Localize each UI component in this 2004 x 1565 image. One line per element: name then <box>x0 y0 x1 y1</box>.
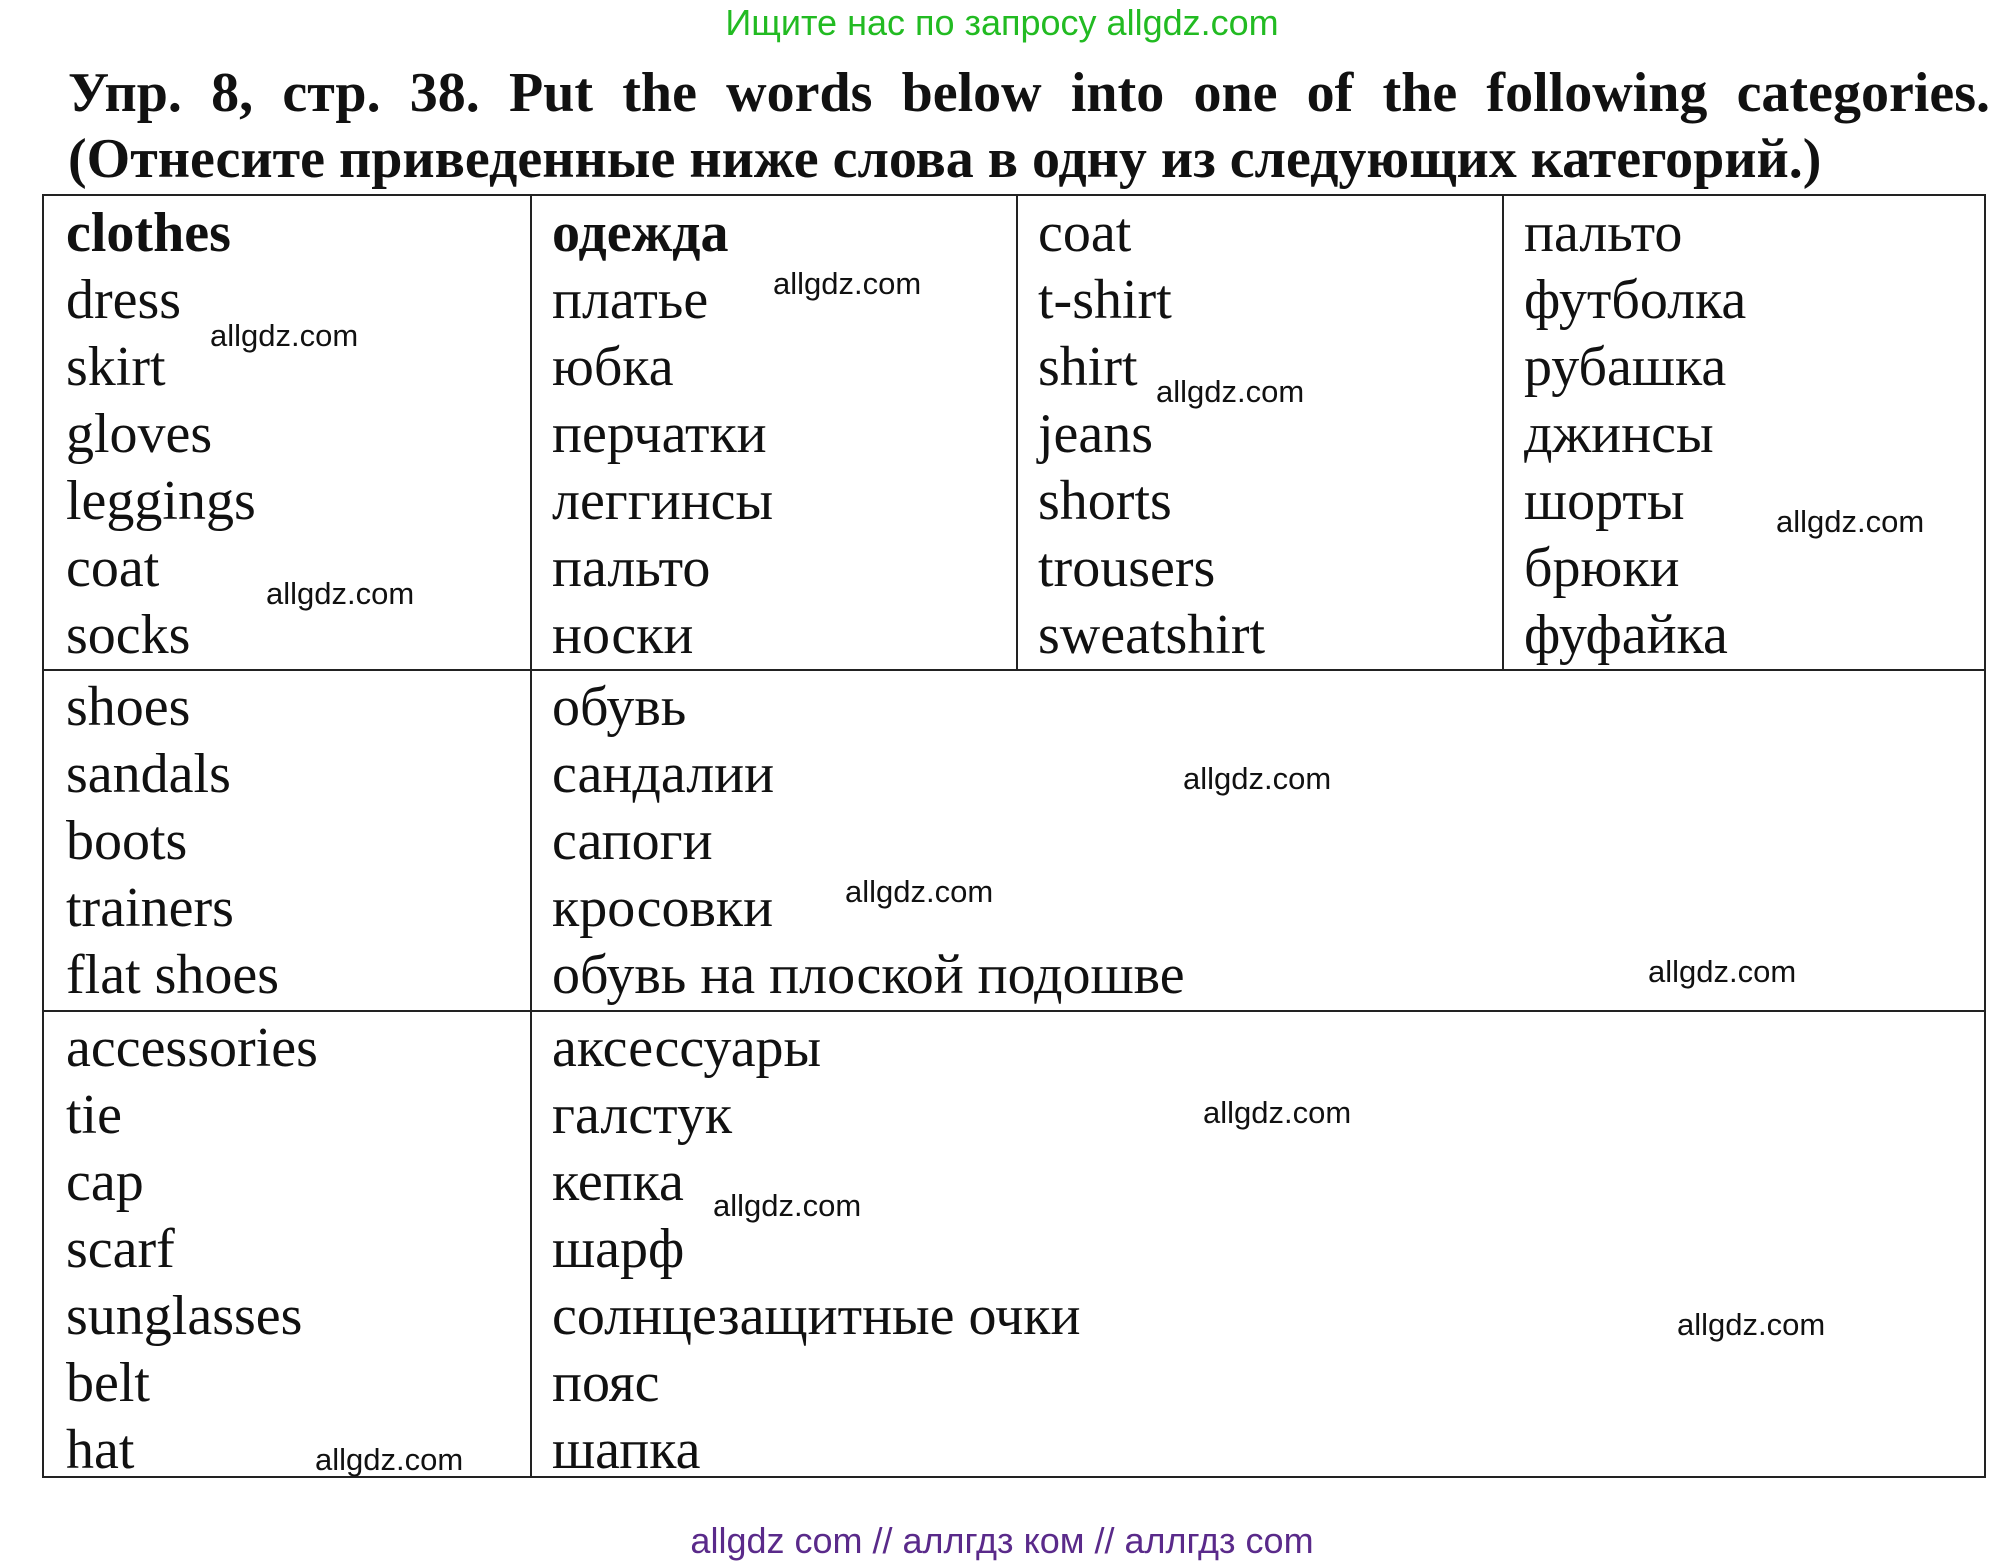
watermark: allgdz.com <box>1156 374 1305 409</box>
category-heading: одежда <box>552 202 729 264</box>
word: scarf <box>66 1218 175 1280</box>
word: jeans <box>1038 403 1154 465</box>
word: кросовки <box>552 877 774 939</box>
word: шорты <box>1524 470 1685 532</box>
word: tie <box>66 1084 122 1146</box>
word: пальто <box>552 537 711 599</box>
word: платье <box>552 269 709 331</box>
word: кепка <box>552 1151 684 1213</box>
category-heading: clothes <box>66 202 231 264</box>
word: sweatshirt <box>1038 604 1266 666</box>
word: футболка <box>1524 269 1747 331</box>
category-heading: аксессуары <box>552 1017 822 1079</box>
watermark: allgdz.com <box>845 874 994 909</box>
shoes-english-column <box>66 674 279 1009</box>
word: юбка <box>552 336 674 398</box>
word: сандалии <box>552 743 775 805</box>
word: фуфайка <box>1524 604 1728 666</box>
word: обувь на плоской подошве <box>552 944 1185 1006</box>
accessories-english-column <box>66 1015 318 1484</box>
word: носки <box>552 604 694 666</box>
row-divider <box>42 669 1986 671</box>
word: солнцезащитные очки <box>552 1285 1081 1347</box>
word: leggings <box>66 470 256 532</box>
shoes-russian-column <box>552 674 1185 1009</box>
footer-links[interactable]: allgdz com // аллгдз ком // аллгдз com <box>690 1520 1314 1561</box>
word: coat <box>66 537 160 599</box>
watermark: allgdz.com <box>713 1188 862 1223</box>
category-heading: shoes <box>66 676 191 738</box>
word: hat <box>66 1419 135 1481</box>
word: галстук <box>552 1084 733 1146</box>
clothes-english-column <box>66 200 256 669</box>
word: shorts <box>1038 470 1172 532</box>
word: леггинсы <box>552 470 774 532</box>
row-divider <box>42 1010 1986 1012</box>
word: gloves <box>66 403 213 465</box>
word: джинсы <box>1524 403 1714 465</box>
word: пальто <box>1524 202 1683 264</box>
word: boots <box>66 810 188 872</box>
search-hint[interactable]: Ищите нас по запросу allgdz.com <box>725 2 1279 43</box>
word: shirt <box>1038 336 1138 398</box>
word: рубашка <box>1524 336 1727 398</box>
clothes-russian-column <box>552 200 773 669</box>
watermark: allgdz.com <box>210 318 359 353</box>
word: sunglasses <box>66 1285 303 1347</box>
word: socks <box>66 604 191 666</box>
watermark: allgdz.com <box>1776 504 1925 539</box>
word: trousers <box>1038 537 1216 599</box>
exercise-title <box>68 60 1990 192</box>
watermark: allgdz.com <box>773 266 922 301</box>
column-divider <box>1016 194 1018 670</box>
watermark: allgdz.com <box>315 1442 464 1477</box>
word: cap <box>66 1151 144 1213</box>
word: coat <box>1038 202 1132 264</box>
accessories-russian-column <box>552 1015 1080 1484</box>
watermark: allgdz.com <box>1203 1095 1352 1130</box>
watermark: allgdz.com <box>1648 954 1797 989</box>
word: skirt <box>66 336 166 398</box>
category-heading: обувь <box>552 676 687 738</box>
watermark: allgdz.com <box>1183 761 1332 796</box>
watermark: allgdz.com <box>1677 1307 1826 1342</box>
word: trainers <box>66 877 234 939</box>
column-divider <box>1502 194 1504 670</box>
column-divider <box>530 194 532 1478</box>
category-heading: accessories <box>66 1017 318 1079</box>
word: шапка <box>552 1419 701 1481</box>
word: шарф <box>552 1218 685 1280</box>
watermark: allgdz.com <box>266 576 415 611</box>
word: dress <box>66 269 182 331</box>
title-russian: (Отнесите приведенные ниже слова в одну из следующих категорий.) <box>68 128 1822 190</box>
word: пояс <box>552 1352 660 1414</box>
clothes-english-column-2 <box>1038 200 1265 669</box>
word: flat shoes <box>66 944 280 1006</box>
word: belt <box>66 1352 150 1414</box>
word: сапоги <box>552 810 713 872</box>
word: t-shirt <box>1038 269 1172 331</box>
word: sandals <box>66 743 231 805</box>
title-english: Упр. 8, стр. 38. Put the words below into one of the following categories. <box>68 62 1990 124</box>
clothes-russian-column-2 <box>1524 200 1746 669</box>
word: брюки <box>1524 537 1680 599</box>
word: перчатки <box>552 403 767 465</box>
